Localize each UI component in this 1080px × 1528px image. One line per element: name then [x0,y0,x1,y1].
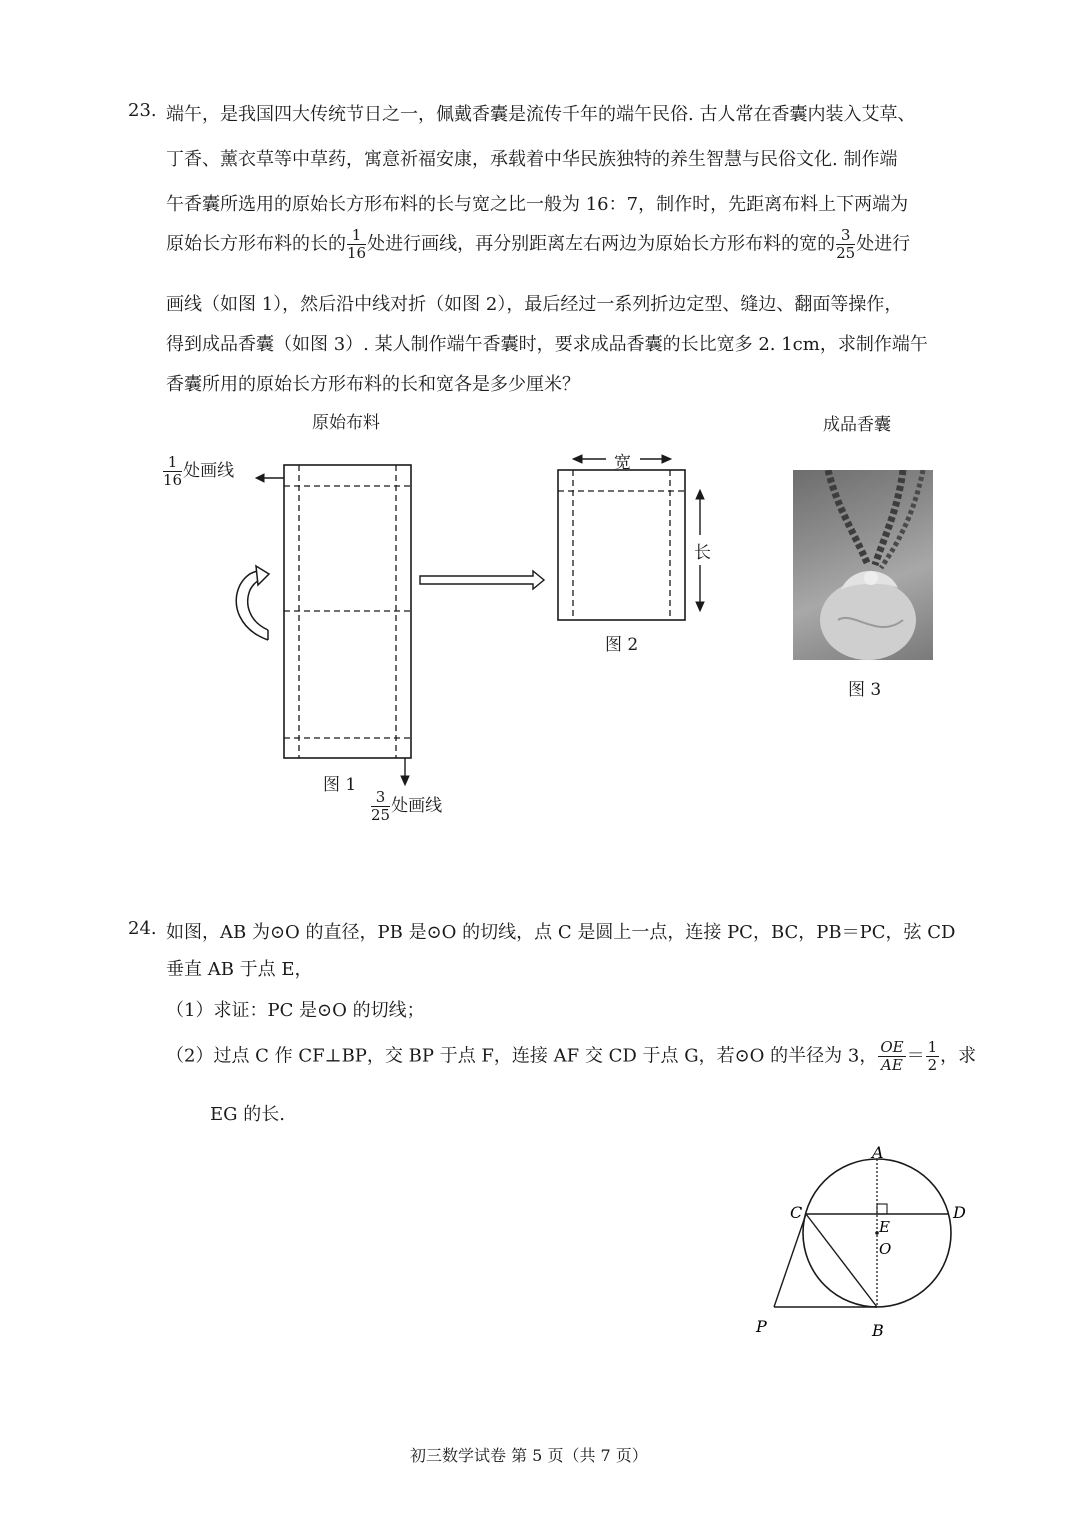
q23-line-1: 端午，是我国四大传统节日之一，佩戴香囊是流传千年的端午民俗. 古人常在香囊内装入艾草、 [166,104,916,125]
segment-pc [774,1214,806,1307]
fig2-width-label: 宽 [614,453,631,473]
circle-geometry-figure [740,1140,980,1340]
segment-bc [806,1214,877,1307]
label-a: A [872,1143,884,1162]
q23-line-7: 香囊所用的原始长方形布料的长和宽各是多少厘米？ [166,374,580,395]
fig2-folded [558,470,685,620]
q23-number: 23. [128,100,157,121]
label-b: B [872,1321,884,1340]
label-e: E [879,1218,890,1236]
fig1-title: 原始布料 [312,413,380,433]
fraction-1-16: $\frac{1}{16}$ [347,226,367,262]
sachet-illustration [793,470,933,660]
label-d: D [953,1203,966,1222]
fig1-caption: 图 1 [323,775,357,795]
label-o: O [879,1240,892,1258]
fig1-top-fraction: $\frac{1}{16}$ [163,453,183,489]
q24-part-2: （2）过点 C 作 CF⊥BP，交 BP 于点 F，连接 AF 交 CD 于点 G，若⊙O 的半径为 3， $\frac{OE}{AE}$ ＝ $\frac{1}{2}$ ，求 [166,1038,977,1074]
fig1-bottom-fraction: $\frac{3}{25}$ [371,788,391,824]
fraction-oe-ae: $\frac{OE}{AE}$ [880,1038,904,1074]
q23-line-3: 午香囊所选用的原始长方形布料的长与宽之比一般为 16：7，制作时，先距离布料上下两端为 [166,194,909,215]
fig1-fabric [284,465,411,758]
fig2-caption: 图 2 [605,635,639,655]
sachet-photo [793,470,933,660]
q23-line-2: 丁香、薰衣草等中草药，寓意祈福安康，承载着中华民族独特的养生智慧与民俗文化. 制作端 [166,149,898,170]
q23-line-6: 得到成品香囊（如图 3）. 某人制作端午香囊时，要求成品香囊的长比宽多 2. 1cm，求制作端午 [166,334,928,355]
q24-part-1: （1）求证：PC 是⊙O 的切线； [166,1000,425,1021]
q24-line-1: 如图，AB 为⊙O 的直径，PB 是⊙O 的切线，点 C 是圆上一点，连接 PC，BC，PB＝PC，弦 CD [166,922,956,943]
q23-line-4: 原始长方形布料的长的 $\frac{1}{16}$ 处进行画线，再分别距离左右两边为原始长方形布料的宽的 $\frac{3}{25}$ 处进行 [166,226,911,262]
fig1-top-label: $\frac{1}{16}$ 处画线 [163,453,235,489]
fig2-length-label: 长 [694,543,711,563]
fraction-3-25: $\frac{3}{25}$ [836,226,856,262]
fig1-bottom-label: $\frac{3}{25}$ 处画线 [371,788,443,824]
q23-line-5: 画线（如图 1），然后沿中线对折（如图 2），最后经过一系列折边定型、缝边、翻面等操作， [166,294,903,315]
fig3-caption: 图 3 [848,680,882,700]
fig1-top-arrow [256,474,284,482]
page-footer: 初三数学试卷 第 5 页（共 7 页） [410,1446,648,1465]
transition-arrow-icon [420,571,544,589]
fraction-1-2: $\frac{1}{2}$ [927,1038,938,1074]
fig1-bottom-arrow [401,758,409,785]
q24-part-2-line-2: EG 的长. [210,1104,285,1125]
fig3-title: 成品香囊 [823,415,891,435]
fold-curve-arrow-icon [236,566,269,640]
label-p: P [756,1317,767,1336]
label-c: C [790,1203,803,1222]
q24-number: 24. [128,918,157,939]
q24-line-2: 垂直 AB 于点 E， [166,959,313,980]
right-angle-mark [877,1204,887,1214]
